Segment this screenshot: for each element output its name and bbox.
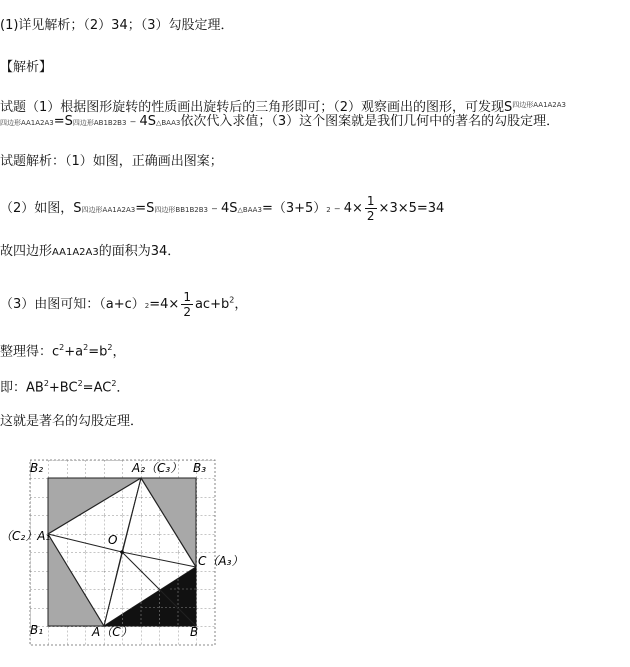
section-title: 【解析】 — [0, 60, 53, 75]
label-b2: B₂ — [30, 461, 44, 475]
label-c2a1: （C₂）A₁ — [0, 529, 51, 543]
fraction-half: $\frac{1}{2}$ — [366, 194, 375, 223]
label-b: B — [190, 625, 199, 639]
analysis-paragraph: 试题（1）根据图形旋转的性质画出旋转后的三角形即可；（2）观察画出的图形，可发现$S^{四边形AA1A2A3}$ — [0, 100, 567, 115]
area-line: 故四边形AA1A2A3的面积为34． — [0, 244, 181, 259]
part2-equation: （2）如图，S四边形AA1A2A3=S四边形BB1B2B3﹣4S△BAA3=（3+5）2﹣4× $\frac{1}{2}$ ×3×5=34 — [0, 194, 445, 223]
solution-intro: 试题解析：（1）如图，正确画出图案； — [0, 154, 223, 169]
therefore-line: 即：$AB^2+BC^2=AC^2$． — [0, 379, 130, 396]
label-a2c3: A₂（C₃） — [132, 461, 183, 475]
label-b1: B₁ — [30, 623, 44, 637]
point-o — [120, 550, 124, 554]
conclusion-line: 这就是著名的勾股定理． — [0, 414, 144, 429]
label-b3: B₃ — [193, 461, 207, 475]
part3-equation: （3）由图可知：（a+c）2=4× $\frac{1}{2}$ $ac+b^2$， — [0, 290, 248, 319]
fraction-half-2: $\frac{1}{2}$ — [183, 290, 191, 319]
analysis-paragraph-cont: 四边形AA1A2A3=S四边形AB1B2B3﹣4S△BAA3依次代入求值；（3）这个图案就是我们几何中的著名的勾股定理． — [0, 114, 560, 129]
label-ca3: C（A₃） — [198, 554, 244, 568]
simplify-line: 整理得：$c^2+a^2=b^2$， — [0, 343, 126, 360]
label-o: O — [108, 533, 118, 547]
label-ac: A（C） — [92, 625, 133, 639]
answer-line: (1)详见解析；（2）34；（3）勾股定理． — [0, 18, 234, 33]
